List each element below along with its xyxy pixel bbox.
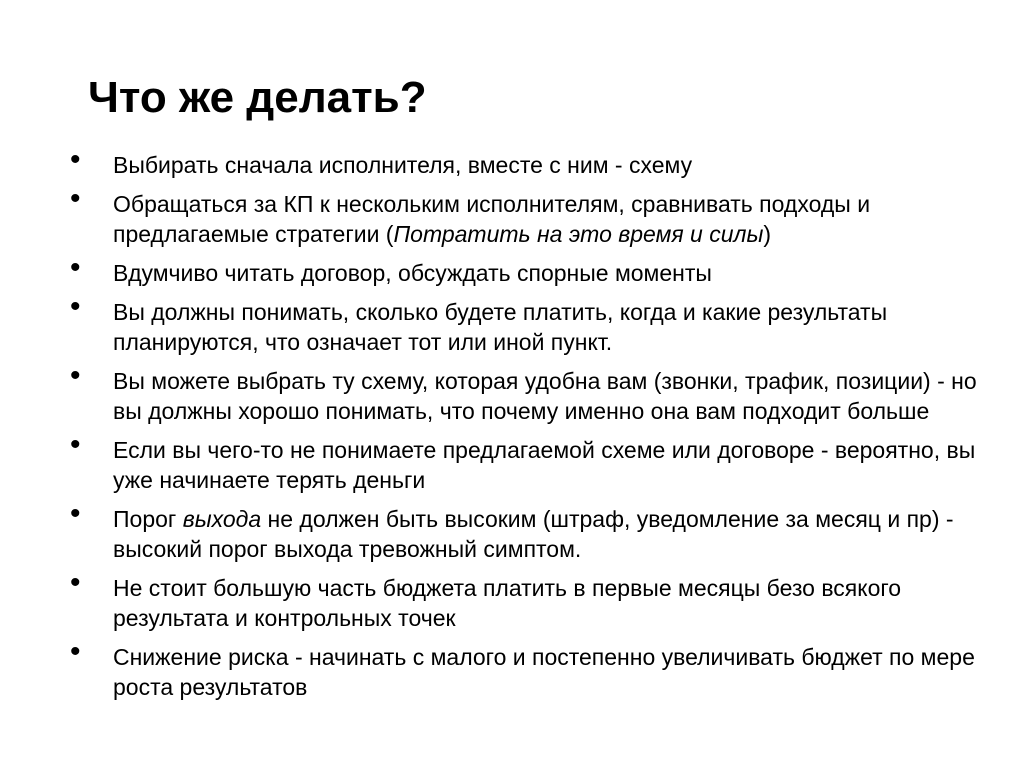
bullet-icon: • bbox=[70, 182, 81, 215]
slide-title: Что же делать? bbox=[88, 73, 427, 122]
bullet-text: Вдумчиво читать договор, обсуждать спорные моменты bbox=[113, 260, 712, 286]
emphasis-text: выхода bbox=[182, 506, 262, 532]
bullet-icon: • bbox=[70, 497, 81, 530]
bullet-item-3 bbox=[70, 251, 990, 288]
bullet-item-8 bbox=[70, 566, 990, 633]
bullet-text: Вы должны понимать, сколько будете платить, когда и какие результаты планируются, что означает тот или иной пункт. bbox=[113, 299, 888, 355]
bullet-item-7 bbox=[70, 497, 990, 564]
emphasis-text: Потратить на это время и силы bbox=[393, 221, 764, 247]
bullet-item-9 bbox=[70, 635, 990, 702]
bullet-text: Порог выхода не должен быть высоким (штраф, уведомление за месяц и пр) - высокий порог выхода тревожный симптом. bbox=[113, 506, 954, 562]
bullet-text: Обращаться за КП к нескольким исполнителям, сравнивать подходы и предлагаемые стратегии (Потратить на это время и силы) bbox=[113, 191, 871, 247]
bullet-icon: • bbox=[70, 290, 81, 323]
bullet-item-2 bbox=[70, 182, 990, 249]
bullet-list bbox=[70, 143, 990, 711]
bullet-text: Не стоит большую часть бюджета платить в первые месяцы безо всякого результата и контрольных точек bbox=[113, 575, 902, 631]
bullet-icon: • bbox=[70, 251, 81, 284]
bullet-text: Если вы чего-то не понимаете предлагаемой схеме или договоре - вероятно, вы уже начинаете терять деньги bbox=[113, 437, 976, 493]
bullet-item-6 bbox=[70, 428, 990, 495]
bullet-text: Снижение риска - начинать с малого и постепенно увеличивать бюджет по мере роста результатов bbox=[113, 644, 975, 700]
bullet-item-5 bbox=[70, 359, 990, 426]
bullet-text: Вы можете выбрать ту схему, которая удобна вам (звонки, трафик, позиции) - но вы должны хорошо понимать, что почему именно она вам подходит больше bbox=[113, 368, 977, 424]
bullet-icon: • bbox=[70, 566, 81, 599]
bullet-item-4 bbox=[70, 290, 990, 357]
bullet-icon: • bbox=[70, 143, 81, 176]
bullet-item-1 bbox=[70, 143, 990, 180]
bullet-icon: • bbox=[70, 428, 81, 461]
bullet-text: Выбирать сначала исполнителя, вместе с ним - схему bbox=[113, 152, 693, 178]
bullet-icon: • bbox=[70, 359, 81, 392]
bullet-icon: • bbox=[70, 635, 81, 668]
